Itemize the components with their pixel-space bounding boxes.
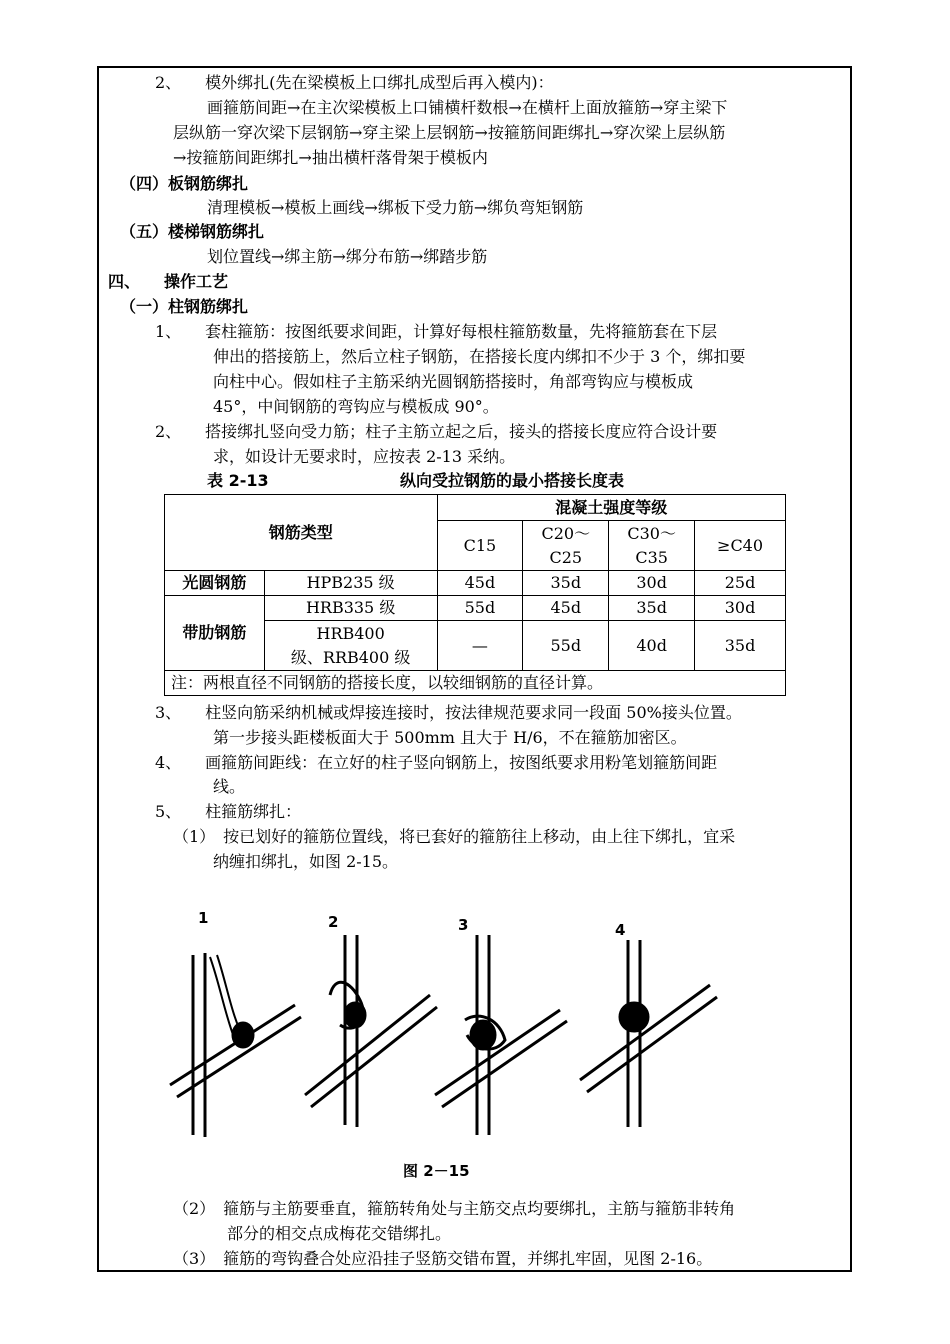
text-line: 求，如设计无要求时，应按表 2-13 采纳。 <box>213 447 516 466</box>
text-line: （一）柱钢筋绑扎 <box>120 297 249 316</box>
text-line: 2、 搭接绑扎竖向受力筋；柱子主筋立起之后，接头的搭接长度应符合设计要 <box>155 422 718 441</box>
value-cell: 30d <box>695 596 786 621</box>
tie-step-1 <box>170 953 301 1137</box>
text-line: （四）板钢筋绑扎 <box>120 174 249 193</box>
value-cell: 55d <box>437 596 523 621</box>
text-line: 伸出的搭接筋上，然后立柱子钢筋，在搭接长度内绑扣不少于 3 个，绑扣要 <box>213 347 746 366</box>
text-line: 4、 画箍筋间距线：在立好的柱子竖向钢筋上，按图纸要求用粉笔划箍筋间距 <box>155 753 718 772</box>
grade-cell: C30～ C35 <box>609 521 695 571</box>
text-line: （2） 箍筋与主筋要垂直，箍筋转角处与主筋交点均要绑扎，主筋与箍筋非转角 <box>173 1199 736 1218</box>
table-note: 注：两根直径不同钢筋的搭接长度，以较细钢筋的直径计算。 <box>165 671 786 696</box>
text-line: 向柱中心。假如柱子主筋采纳光圆钢筋搭接时，角部弯钩应与模板成 <box>213 372 694 391</box>
type-cell: HRB335 级 <box>264 596 437 621</box>
group-plain-round: 光圆钢筋 <box>165 571 265 596</box>
fig-label: 4 <box>615 921 626 939</box>
value-cell: 35d <box>523 571 609 596</box>
tie-step-2 <box>305 935 437 1127</box>
text-line: （1） 按已划好的箍筋位置线，将已套好的箍筋往上移动，由上往下绑扎，宜采 <box>173 827 736 846</box>
text-line: 清理模板→模板上画线→绑板下受力筋→绑负弯矩钢筋 <box>207 198 584 217</box>
value-cell: 35d <box>695 621 786 671</box>
text-line: 3、 柱竖向筋采纳机械或焊接连接时，按法律规范要求同一段面 50%接头位置。 <box>155 703 742 722</box>
value-cell: 45d <box>437 571 523 596</box>
value-cell: 25d <box>695 571 786 596</box>
tie-figure <box>165 905 725 1155</box>
text-line: 画箍筋间距→在主次梁模板上口铺横杆数根→在横杆上面放箍筋→穿主梁下 <box>207 98 728 117</box>
fig-label: 1 <box>198 909 209 927</box>
text-line: 纳缠扣绑扎，如图 2-15。 <box>213 852 399 871</box>
text-line: 45°，中间钢筋的弯钩应与模板成 90°。 <box>213 397 499 416</box>
text-line: 第一步接头距楼板面大于 500mm 且大于 H/6，不在箍筋加密区。 <box>213 728 687 747</box>
grade-cell: C20～ C25 <box>523 521 609 571</box>
header-concrete-grade: 混凝土强度等级 <box>437 495 786 521</box>
value-cell: 35d <box>609 596 695 621</box>
text-line: （3） 箍筋的弯钩叠合处应沿挂子竖筋交错布置，并绑扎牢固，见图 2-16。 <box>173 1249 713 1268</box>
tie-step-4 <box>580 940 717 1127</box>
value-cell: 40d <box>609 621 695 671</box>
text-line: 1、 套柱箍筋：按图纸要求间距，计算好每根柱箍筋数量，先将箍筋套在下层 <box>155 322 718 341</box>
lap-length-table <box>164 494 786 696</box>
grade-cell: ≥C40 <box>695 521 786 571</box>
text-line: 四、 操作工艺 <box>108 272 229 291</box>
text-line: 纵向受拉钢筋的最小搭接长度表 <box>400 471 625 490</box>
value-cell: — <box>437 621 523 671</box>
text-line: 划位置线→绑主筋→绑分布筋→绑踏步筋 <box>207 247 488 266</box>
header-rebar-type: 钢筋类型 <box>165 495 438 571</box>
group-ribbed: 带肋钢筋 <box>165 596 265 671</box>
text-line: 2、 模外绑扎(先在梁模板上口绑扎成型后再入模内)： <box>155 73 554 92</box>
type-cell: HPB235 级 <box>264 571 437 596</box>
value-cell: 45d <box>523 596 609 621</box>
type-cell: HRB400 级、RRB400 级 <box>264 621 437 671</box>
text-line: （五）楼梯钢筋绑扎 <box>120 222 265 241</box>
value-cell: 55d <box>523 621 609 671</box>
text-line: 层纵筋一穿次梁下层钢筋→穿主梁上层钢筋→按箍筋间距绑扎→穿次梁上层纵筋 <box>173 123 726 142</box>
grade-cell: C15 <box>437 521 523 571</box>
value-cell: 30d <box>609 571 695 596</box>
fig-label: 2 <box>328 913 339 931</box>
fig-label: 3 <box>458 916 469 934</box>
text-line: 线。 <box>213 777 246 796</box>
text-line: 5、 柱箍筋绑扎： <box>155 802 302 821</box>
text-line: 部分的相交点成梅花交错绑扎。 <box>227 1224 452 1243</box>
text-line: 表 2-13 <box>207 471 269 490</box>
tie-step-3 <box>435 935 567 1135</box>
figure-caption: 图 2－15 <box>403 1162 470 1180</box>
text-line: →按箍筋间距绑扎→抽出横杆落骨架于模板内 <box>173 148 488 167</box>
